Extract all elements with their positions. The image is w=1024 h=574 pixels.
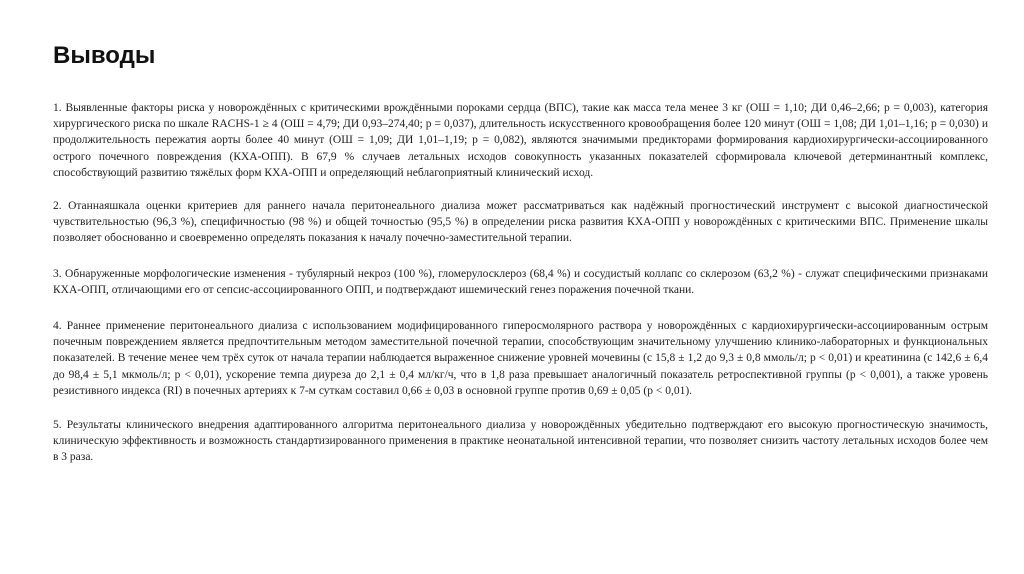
slide-title: Выводы <box>53 42 156 69</box>
conclusion-paragraph-2: 2. Отаннаяшкала оценки критериев для раннего начала перитонеального диализа может рассматриваться как надёжный прогностический инструмент с высокой диагностической чувствительностью (96,3 %), специфичностью (98 %) и общей точностью (95,5 %) в определении риска развития КХА-ОПП у новорождённых с критическими ВПС. Применение шкалы позволяет обоснованно и своевременно определять показания к началу почечно-заместительной терапии. <box>53 200 988 245</box>
conclusion-paragraph-1: 1. Выявленные факторы риска у новорождённых с критическими врождёнными пороками сердца (ВПС), такие как масса тела менее 3 кг (ОШ = 1,10; ДИ 0,46–2,66; p = 0,003), категория хирургического риска по шкале RACHS-1 ≥ 4 (ОШ = 4,79; ДИ 0,93–274,40; p = 0,037), длительность искусственного кровообращения более 120 минут (ОШ = 1,08; ДИ 1,01–1,16; p = 0,030) и продолжительность пережатия аорты более 40 минут (ОШ = 1,09; ДИ 1,01–1,19; p = 0,082), являются значимыми предикторами формирования кардиохирургически-ассоциированного острого почечного повреждения (КХА-ОПП). В 67,9 % случаев летальных исходов совокупность указанных показателей сформировала ключевой детерминантный комплекс, способствующий развитию тяжёлых форм КХА-ОПП и определяющий неблагоприятный клинический исход. <box>53 102 988 179</box>
conclusion-paragraph-4: 4. Раннее применение перитонеального диализа с использованием модифицированного гиперосмолярного раствора у новорождённых с кардиохирургически-ассоциированным острым почечным повреждением является предпочтительным методом заместительной почечной терапии, способствующим значительному улучшению клинико-лабораторных и функциональных показателей. В течение менее чем трёх суток от начала терапии наблюдается выраженное снижение уровней мочевины (с 15,8 ± 1,2 до 9,3 ± 0,8 ммоль/л; p < 0,01) и креатинина (с 142,6 ± 6,4 до 98,4 ± 5,1 мкмоль/л; p < 0,01), ускорение темпа диуреза до 2,1 ± 0,4 мл/кг/ч, что в 1,8 раза превышает аналогичный показатель ретроспективной группы (p < 0,001), а также уровень резистивного индекса (RI) в почечных артериях к 7-м суткам составил 0,66 ± 0,03 в основной группе против 0,69 ± 0,05 (p < 0,01). <box>53 320 988 397</box>
conclusions-body <box>53 100 988 466</box>
conclusion-paragraph-5: 5. Результаты клинического внедрения адаптированного алгоритма перитонеального диализа у новорождённых убедительно подтверждают его высокую прогностическую значимость, клиническую эффективность и возможность стандартизированного применения в практике неонатальной интенсивной терапии, что позволяет снизить частоту летальных исходов более чем в 3 раза. <box>53 419 988 464</box>
conclusion-paragraph-3: 3. Обнаруженные морфологические изменения - тубулярный некроз (100 %), гломерулосклероз (68,4 %) и сосудистый коллапс со склерозом (63,2 %) - служат специфическими признаками КХА-ОПП, отличающими его от сепсис-ассоциированного ОПП, и подтверждают ишемический генез поражения почечной ткани. <box>53 267 988 296</box>
